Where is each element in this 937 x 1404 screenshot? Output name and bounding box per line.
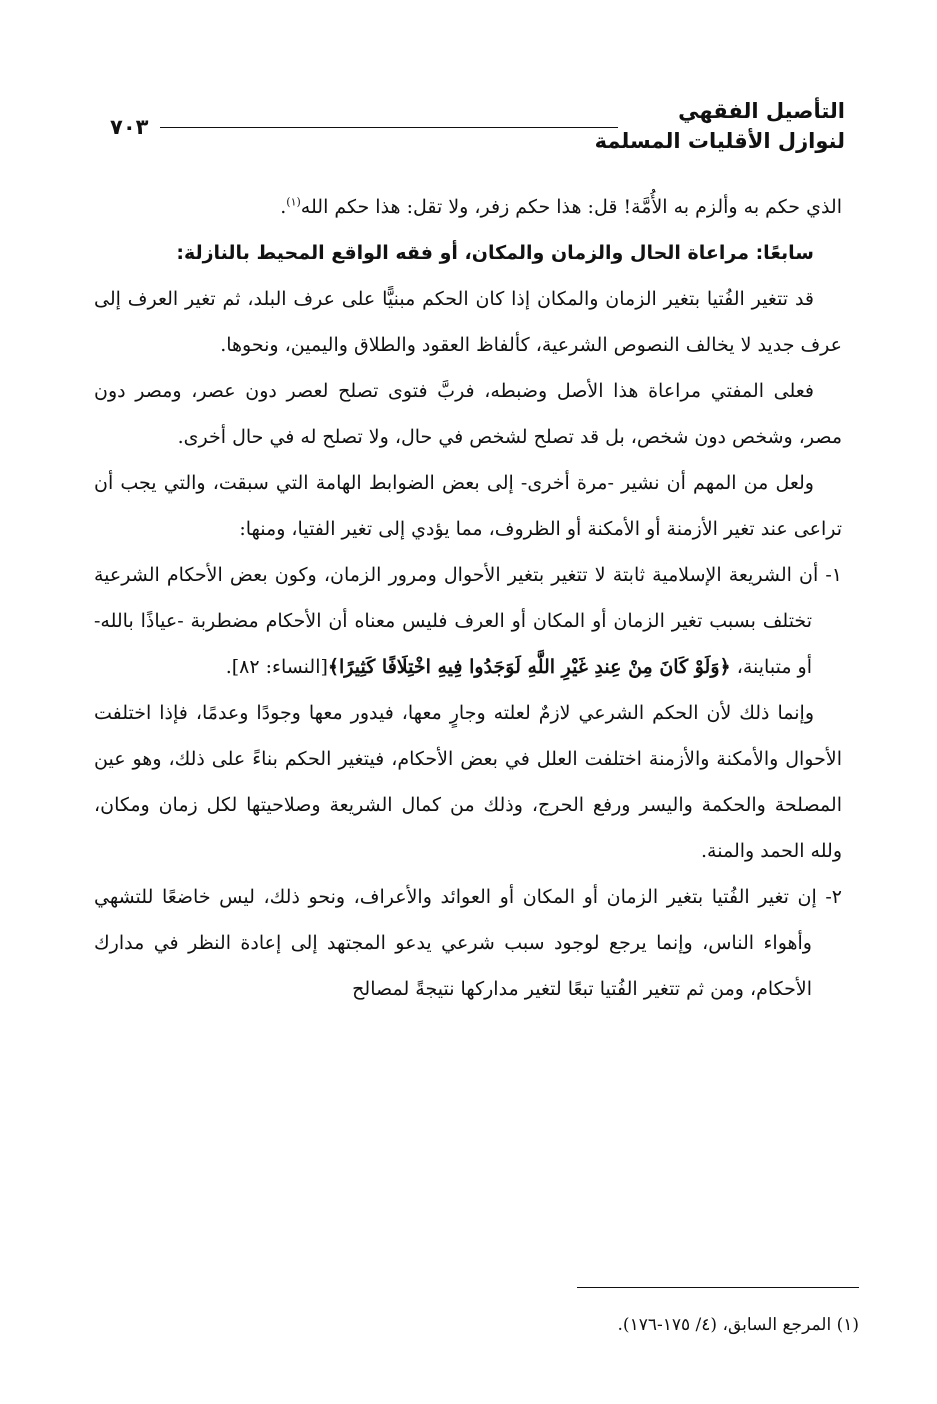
- quran-verse: ﴿وَلَوْ كَانَ مِنْ عِندِ غَيْرِ اللَّهِ لَوَجَدُوا فِيهِ اخْتِلَافًا كَثِيرًا﴾: [327, 656, 731, 678]
- paragraph: وإنما ذلك لأن الحكم الشرعي لازمٌ لعلته وجارٍ معها، فيدور معها وجودًا وعدمًا، فإذا اختلفت الأحوال والأمكنة والأزمنة اختلفت العلل في بعض الأحكام، فيتغير الحكم بناءً على ذلك، وهو عين المصلحة والحكمة واليسر ورفع الحرج، وذلك من كمال الشريعة وصلاحيتها لكل زمان ومكان، ولله الحمد والمنة.: [94, 702, 842, 862]
- page-header: [100, 96, 845, 166]
- running-title-line-2: لنوازل الأقليات المسلمة: [594, 129, 845, 153]
- footnote-rule: [577, 1287, 859, 1288]
- body-text: [94, 184, 842, 1012]
- paragraph-continuation: [94, 184, 842, 230]
- paragraph: قد تتغير الفُتيا بتغير الزمان والمكان إذا كان الحكم مبنيًّا على عرف البلد، ثم تغير العرف إلى عرف جديد لا يخالف النصوص الشرعية، كألفاظ العقود والطلاق واليمين، ونحوها.: [94, 288, 842, 356]
- footnote-ref: (١): [286, 195, 301, 209]
- running-title-line-1: التأصيل الفقهي: [678, 99, 845, 123]
- paragraph-continuation-end: .: [280, 196, 287, 218]
- running-title: [595, 96, 845, 156]
- list-item-2: ٢- إن تغير الفُتيا بتغير الزمان أو المكان أو العوائد والأعراف، ونحو ذلك، ليس خاضعًا للتشهي وأهواء الناس، وإنما يرجع لوجود سبب شرعي يدعو المجتهد إلى إعادة النظر في مدارك الأحكام، ومن ثم تتغير الفُتيا تبعًا لتغير مداركها نتيجةً لمصالح: [94, 886, 842, 1000]
- paragraph: فعلى المفتي مراعاة هذا الأصل وضبطه، فربَّ فتوى تصلح لعصر دون عصر، ومصر دون مصر، وشخص دون شخص، بل قد تصلح لشخص في حال، ولا تصلح له في حال أخرى.: [94, 380, 842, 448]
- paragraph-continuation-text: الذي حكم به وألزم به الأُمَّة! قل: هذا حكم زفر، ولا تقل: هذا حكم الله: [300, 196, 842, 218]
- paragraph: ولعل من المهم أن نشير -مرة أخرى- إلى بعض الضوابط الهامة التي سبقت، والتي يجب أن تراعى عند تغير الأزمنة أو الأمكنة أو الظروف، مما يؤدي إلى تغير الفتيا، ومنها:: [94, 472, 842, 540]
- page-number: ٧٠٣: [110, 115, 149, 139]
- header-rule: [160, 127, 618, 128]
- list-item-1-text: ١- أن الشريعة الإسلامية ثابتة لا تتغير بتغير الأحوال ومرور الزمان، وكون بعض الأحكام الشرعية تختلف بسبب تغير الزمان أو المكان أو العرف فليس معناه أن الأحكام مضطربة -عياذًا بالله- أو متباينة،: [94, 564, 842, 678]
- list-item-1: [94, 552, 842, 690]
- section-heading: سابعًا: مراعاة الحال والزمان والمكان، أو فقه الواقع المحيط بالنازلة:: [176, 242, 814, 264]
- footnote: (١) المرجع السابق، (٤/ ١٧٥-١٧٦).: [617, 1315, 859, 1335]
- verse-reference: [النساء: ٨٢].: [225, 656, 328, 678]
